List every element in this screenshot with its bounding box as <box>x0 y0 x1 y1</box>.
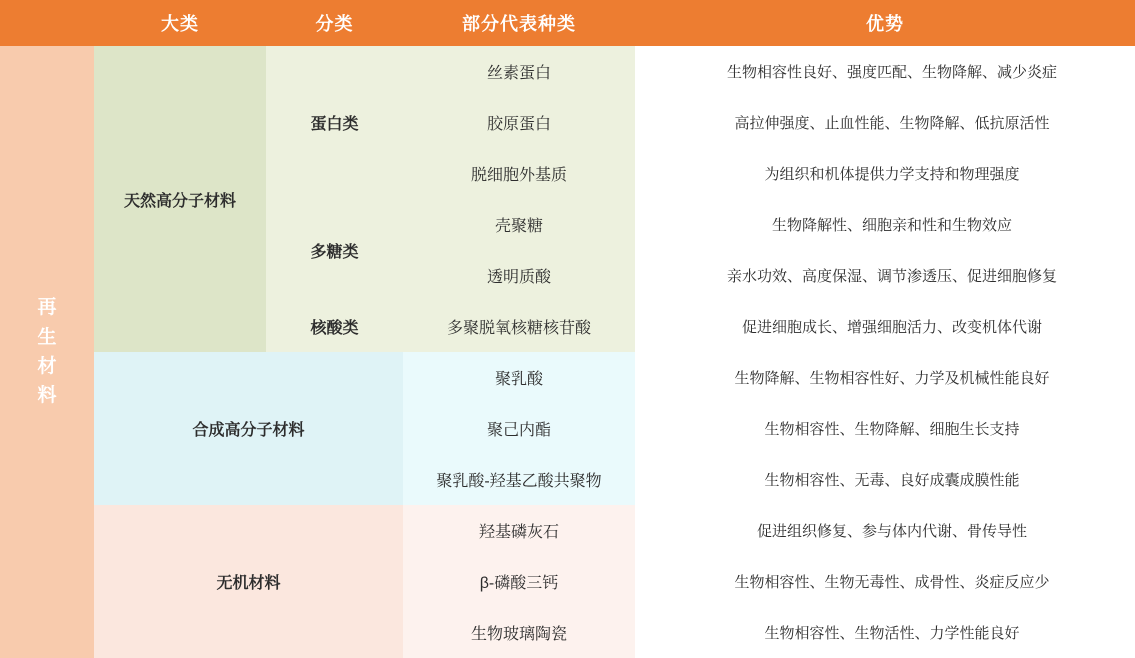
table-header-row <box>0 0 1135 46</box>
header-cell-advantage: 优势 <box>866 14 904 34</box>
species-cell: 壳聚糖 <box>403 199 635 250</box>
advantage-cell: 生物相容性、无毒、良好成囊成膜性能 <box>635 454 1135 505</box>
species-cell: 脱细胞外基质 <box>403 148 635 199</box>
supercategory-label: 再 生 材 料 <box>37 297 57 407</box>
supercategory-cell <box>0 46 94 658</box>
species-cell: 聚乳酸-羟基乙酸共聚物 <box>403 454 635 505</box>
species-cell: 生物玻璃陶瓷 <box>403 607 635 658</box>
advantage-cell: 生物降解、生物相容性好、力学及机械性能良好 <box>635 352 1135 403</box>
table-row <box>0 505 1135 556</box>
species-cell: 聚乳酸 <box>403 352 635 403</box>
header-cell-category: 大类 <box>161 14 199 34</box>
advantage-cell: 高拉伸强度、止血性能、生物降解、低抗原活性 <box>635 97 1135 148</box>
table-row <box>0 352 1135 403</box>
group-cell-synthetic: 合成高分子材料 <box>94 352 403 505</box>
species-cell: 丝素蛋白 <box>403 46 635 97</box>
group-cell-inorganic: 无机材料 <box>94 505 403 658</box>
advantage-cell: 生物相容性、生物活性、力学性能良好 <box>635 607 1135 658</box>
header-cell-blank <box>0 0 94 46</box>
advantage-cell: 生物相容性、生物无毒性、成骨性、炎症反应少 <box>635 556 1135 607</box>
header-cell-species: 部分代表种类 <box>462 14 576 34</box>
table-row <box>0 46 1135 97</box>
species-cell: 聚己内酯 <box>403 403 635 454</box>
advantage-cell: 亲水功效、高度保湿、调节渗透压、促进细胞修复 <box>635 250 1135 301</box>
subcategory-cell-protein: 蛋白类 <box>266 46 403 199</box>
subcategory-cell-nucleic: 核酸类 <box>266 301 403 352</box>
advantage-cell: 促进细胞成长、增强细胞活力、改变机体代谢 <box>635 301 1135 352</box>
species-cell: 多聚脱氧核糖核苷酸 <box>403 301 635 352</box>
species-cell: 透明质酸 <box>403 250 635 301</box>
species-cell: 羟基磷灰石 <box>403 505 635 556</box>
group-cell-natural: 天然高分子材料 <box>94 46 266 352</box>
species-cell: 胶原蛋白 <box>403 97 635 148</box>
advantage-cell: 生物降解性、细胞亲和性和生物效应 <box>635 199 1135 250</box>
header-cell-subcategory: 分类 <box>315 14 354 34</box>
advantage-cell: 生物相容性良好、强度匹配、生物降解、减少炎症 <box>635 46 1135 97</box>
species-cell: β-磷酸三钙 <box>403 556 635 607</box>
advantage-cell: 促进组织修复、参与体内代谢、骨传导性 <box>635 505 1135 556</box>
subcategory-cell-polysaccharide: 多糖类 <box>266 199 403 301</box>
advantage-cell: 为组织和机体提供力学支持和物理强度 <box>635 148 1135 199</box>
advantage-cell: 生物相容性、生物降解、细胞生长支持 <box>635 403 1135 454</box>
